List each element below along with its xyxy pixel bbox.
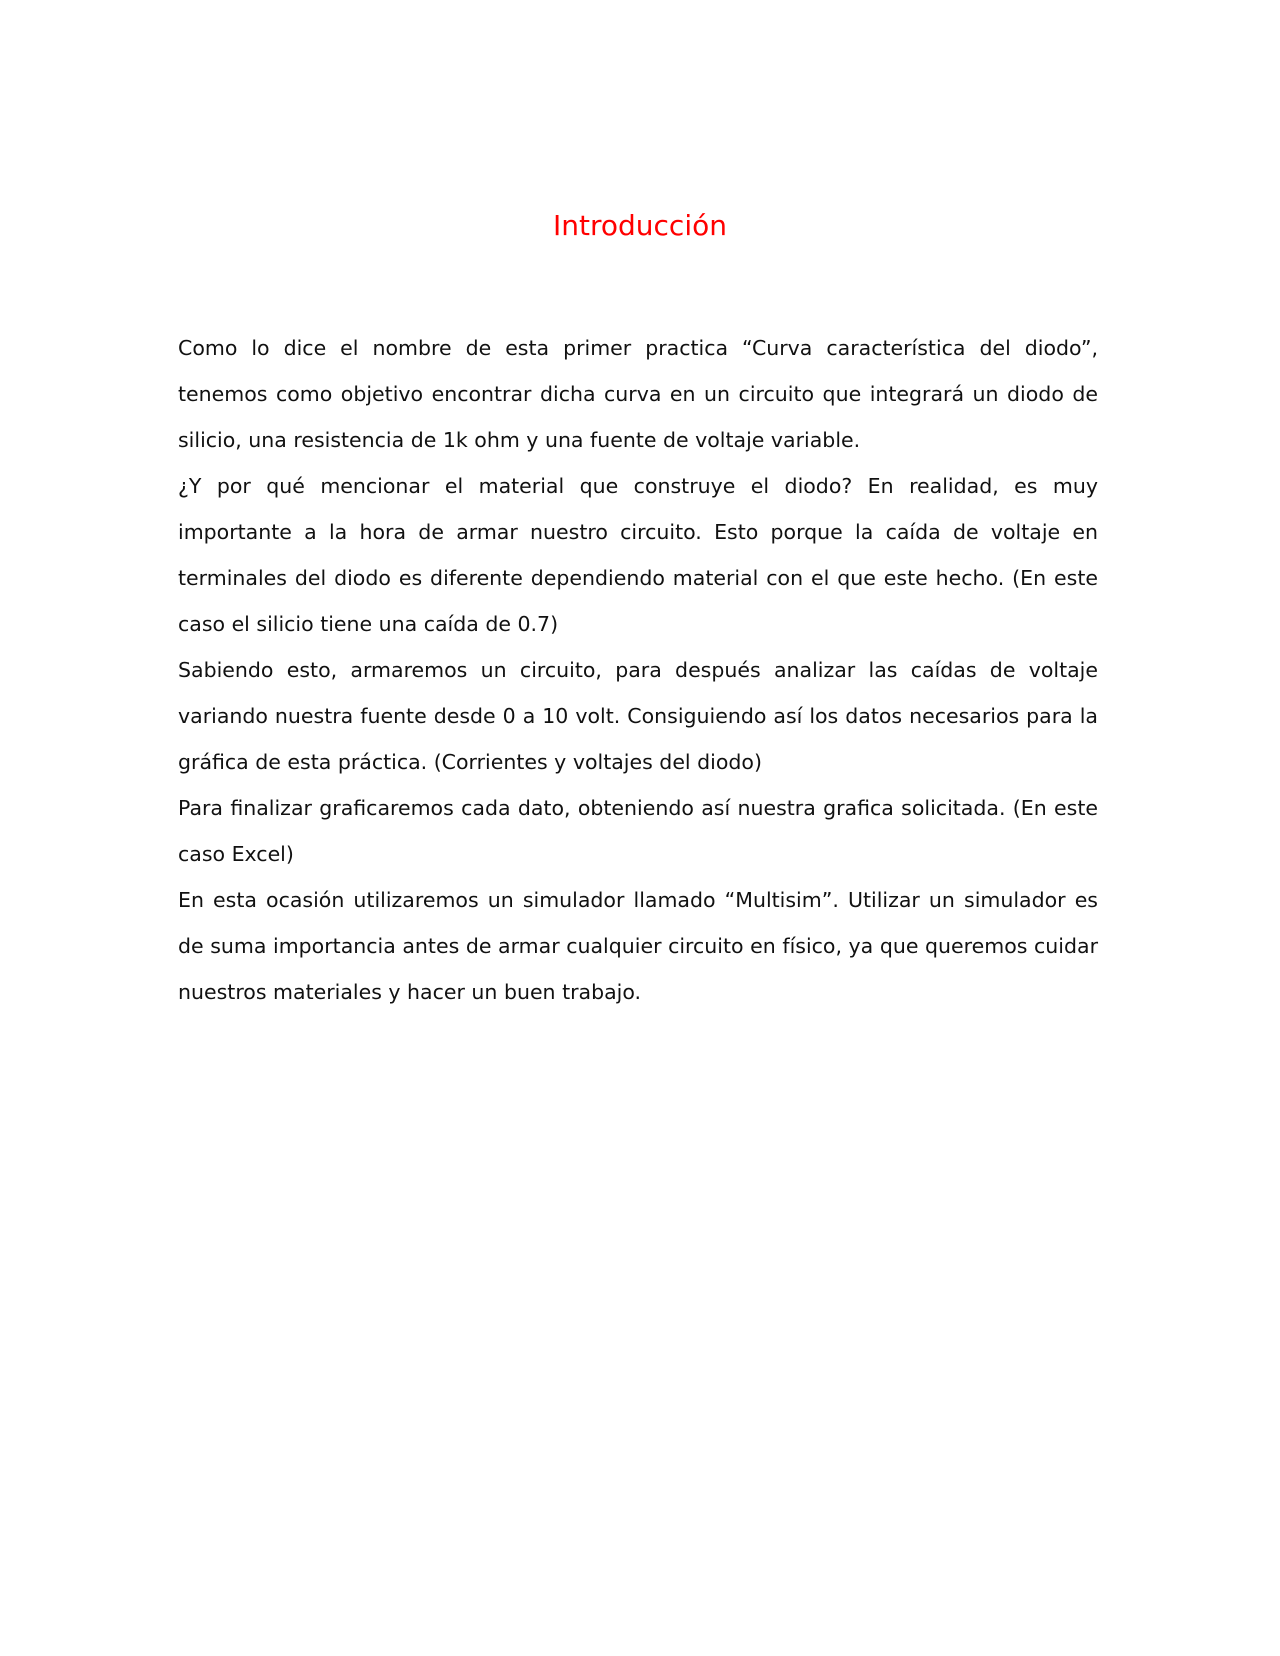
page-title: Introducción <box>553 209 727 242</box>
document-body <box>178 325 1098 1015</box>
paragraph: Como lo dice el nombre de esta primer practica “Curva característica del diodo”, tenemos como objetivo encontrar dicha curva en un circuito que integrará un diodo de silicio, una resistencia de 1k ohm y una fuente de voltaje variable. <box>178 336 1098 452</box>
paragraph: ¿Y por qué mencionar el material que construye el diodo? En realidad, es muy importante a la hora de armar nuestro circuito. Esto porque la caída de voltaje en terminales del diodo es diferente dependiendo material con el que este hecho. (En este caso el silicio tiene una caída de 0.7) <box>178 474 1098 636</box>
paragraph: Sabiendo esto, armaremos un circuito, para después analizar las caídas de voltaje variando nuestra fuente desde 0 a 10 volt. Consiguiendo así los datos necesarios para la gráfica de esta práctica. (Corrientes y voltajes del diodo) <box>178 658 1098 774</box>
paragraph: Para finalizar graficaremos cada dato, obteniendo así nuestra grafica solicitada. (En este caso Excel) <box>178 796 1098 866</box>
paragraph: En esta ocasión utilizaremos un simulador llamado “Multisim”. Utilizar un simulador es de suma importancia antes de armar cualquier circuito en físico, ya que queremos cuidar nuestros materiales y hacer un buen trabajo. <box>178 888 1098 1004</box>
